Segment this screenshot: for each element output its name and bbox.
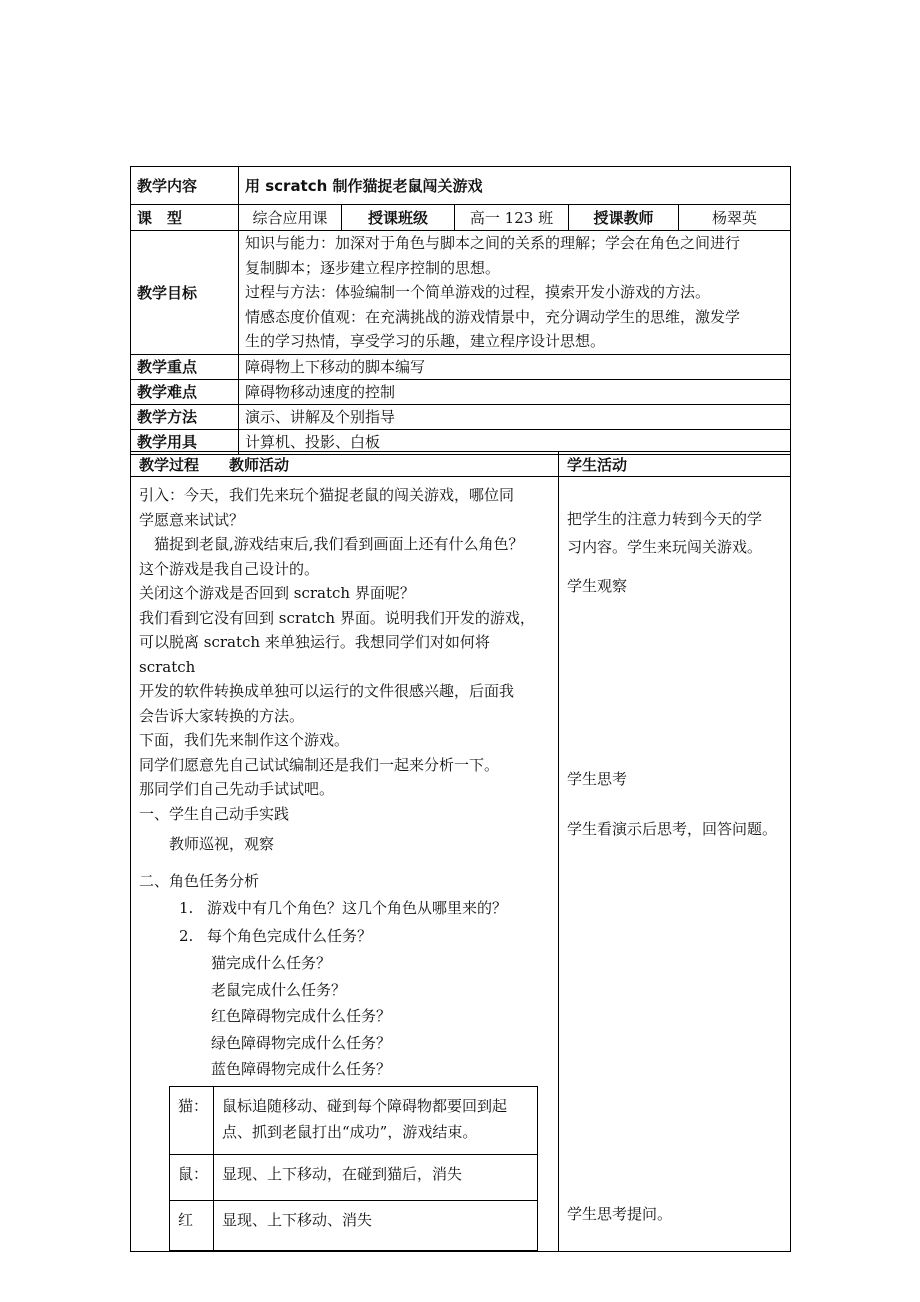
teacher-line: 会告诉大家转换的方法。 (139, 706, 305, 725)
task-role: 鼠： (170, 1154, 214, 1200)
teacher-line: 下面，我们先来制作这个游戏。 (139, 731, 350, 749)
type-value: 综合应用课 (239, 205, 342, 231)
goal-line: 知识与能力：加深对于角色与脚本之间的关系的理解；学会在角色之间进行 (245, 234, 741, 252)
teacher-line: 那同学们自己先动手试试吧。 (139, 780, 335, 798)
student-note-answer: 学生看演示后思考，回答问题。 (567, 820, 778, 838)
student-note-1-line2: 习内容。学生来玩闯关游戏。 (567, 538, 763, 556)
student-note-1-line1: 把学生的注意力转到今天的学 (567, 510, 763, 528)
goal-line: 过程与方法：体验编制一个简单游戏的过程，摸索开发小游戏的方法。 (245, 283, 711, 301)
patrol-line: 教师巡视，观察 (169, 835, 275, 853)
teacher-line: 我们看到它没有回到 scratch 界面。说明我们开发的游戏， (139, 608, 535, 627)
content-value: 用 scratch 制作猫捉老鼠闯关游戏 (239, 167, 791, 205)
task-desc: 显现、上下移动、消失 (214, 1200, 538, 1250)
method-value: 演示、讲解及个别指导 (239, 405, 791, 430)
student-activity-cell (559, 477, 791, 1252)
section2-heading: 二、角色任务分析 (139, 871, 260, 890)
question-2-text: 每个角色完成什么任务？ (207, 926, 373, 945)
focus-label: 教学重点 (131, 355, 239, 380)
sub-question: 猫完成什么任务？ (211, 954, 332, 972)
question-1-text: 游戏中有几个角色？这几个角色从哪里来的？ (207, 899, 508, 917)
student-note-observe: 学生观察 (567, 577, 628, 595)
goal-line: 复制脚本；逐步建立程序控制的思想。 (245, 258, 501, 277)
sub-question: 红色障碍物完成什么任务？ (211, 1007, 392, 1025)
goal-text (239, 231, 791, 355)
teacher-line: 这个游戏是我自己设计的。 (139, 559, 320, 578)
process-header-left: 教学过程 教师活动 (131, 452, 559, 477)
difficulty-value: 障碍物移动速度的控制 (239, 380, 791, 405)
goal-line: 情感态度价值观：在充满挑战的游戏情景中，充分调动学生的思维，激发学 (245, 307, 741, 326)
task-role: 猫： (170, 1086, 214, 1154)
student-note-think: 学生思考 (567, 770, 628, 788)
tools-label: 教学用具 (131, 430, 239, 455)
teacher-line: 学愿意来试试？ (139, 510, 245, 529)
student-note-ask: 学生思考提问。 (567, 1205, 673, 1223)
class-label: 授课班级 (342, 205, 455, 231)
teacher-line: 猫捉到老鼠,游戏结束后,我们看到画面上还有什么角色？ (139, 535, 524, 553)
sub-question: 绿色障碍物完成什么任务？ (211, 1033, 392, 1052)
sub-question: 老鼠完成什么任务？ (211, 980, 347, 999)
process-header-right: 学生活动 (559, 452, 791, 477)
teacher-line: 一、学生自己动手实践 (139, 804, 290, 823)
content-label: 教学内容 (131, 167, 239, 205)
goal-line: 生的学习热情，享受学习的乐趣，建立程序设计思想。 (245, 332, 606, 350)
focus-value: 障碍物上下移动的脚本编写 (239, 355, 791, 380)
teacher-line: 开发的软件转换成单独可以运行的文件很感兴趣，后面我 (139, 682, 515, 700)
task-desc: 显现、上下移动，在碰到猫后，消失 (214, 1154, 538, 1200)
question-1 (139, 896, 550, 921)
lesson-info-table (130, 166, 791, 455)
difficulty-label: 教学难点 (131, 380, 239, 405)
method-label: 教学方法 (131, 405, 239, 430)
question-1-number: 1. (179, 899, 194, 917)
teaching-process-table (130, 451, 791, 1252)
teacher-line: 关闭这个游戏是否回到 scratch 界面呢？ (139, 584, 415, 602)
goal-label: 教学目标 (131, 231, 239, 355)
sub-question: 蓝色障碍物完成什么任务？ (211, 1060, 392, 1078)
question-2-number: 2. (179, 926, 194, 945)
task-desc: 鼠标追随移动、碰到每个障碍物都要回到起点、抓到老鼠打出“成功”，游戏结束。 (214, 1086, 538, 1154)
teacher-line: 同学们愿意先自己试试编制还是我们一起来分析一下。 (139, 755, 500, 774)
teacher-line: 可以脱离 scratch 来单独运行。我想同学们对如何将 scratch (139, 633, 490, 676)
question-2 (139, 924, 550, 949)
task-role: 红 (170, 1200, 214, 1250)
teacher-label: 授课教师 (569, 205, 679, 231)
teacher-activity-cell (131, 477, 559, 1252)
class-value: 高一 123 班 (455, 205, 569, 231)
teacher-value: 杨翠英 (679, 205, 791, 231)
type-label: 课 型 (131, 205, 239, 231)
teacher-line: 引入：今天，我们先来玩个猫捉老鼠的闯关游戏，哪位同 (139, 486, 515, 504)
tools-value: 计算机、投影、白板 (239, 430, 791, 455)
role-task-table (169, 1086, 538, 1251)
